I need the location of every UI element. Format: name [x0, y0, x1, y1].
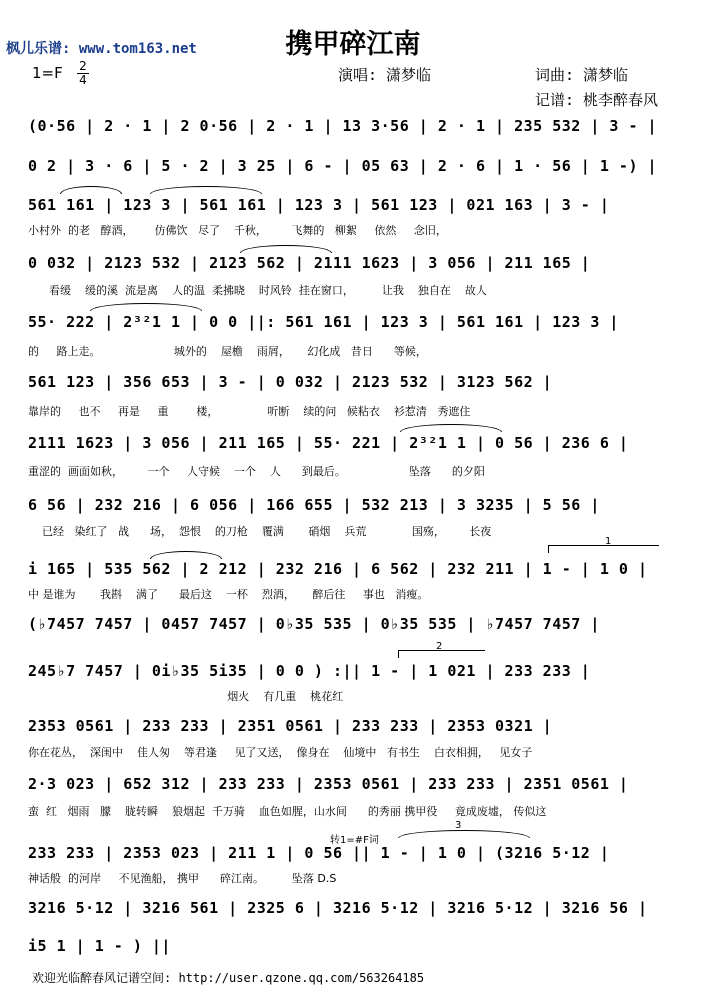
score-row-13-notes: 2·3 023 | 652 312 | 233 233 | 2353 0561 | 233 233 | 2351 0561 |: [28, 775, 629, 793]
score-row-16-notes: i5 1 | 1 - ) ||: [28, 937, 171, 955]
footer-link[interactable]: 欢迎光临醉春风记谱空间: http://user.qzone.qq.com/563264185: [32, 971, 425, 985]
page-title: 携甲碎江南: [285, 29, 421, 60]
score-row-3-lyrics: 小村外 的老 醇酒， 仿佛饮 尽了 千秋， 飞舞的 柳絮 依然 念旧，: [28, 224, 447, 237]
score-row-8-lyrics: 已经 染红了 战 场， 怨恨 的刀枪 覆满 硝烟 兵荒 国殇， 长夜: [28, 525, 492, 538]
slur: [150, 186, 262, 194]
score-row-11-lyrics: 烟火 有几重 桃花红: [28, 690, 344, 703]
score-row-4-notes: 0 032 | 2123 532 | 2123 562 | 2111 1623 | 3 056 | 211 165 |: [28, 254, 591, 272]
score-row-5-notes: 55· 222 | 2³²1 1 | 0 0 ||: 561 161 | 123 3 | 561 161 | 123 3 |: [28, 313, 619, 331]
volta-number-1: 1: [605, 536, 612, 547]
score-row-6-notes: 561 123 | 356 653 | 3 - | 0 032 | 2123 532 | 3123 562 |: [28, 373, 553, 391]
slur: [90, 303, 202, 311]
score-row-12-notes: 2353 0561 | 233 233 | 2351 0561 | 233 233 | 2353 0321 |: [28, 717, 553, 735]
score-row-6-lyrics: 靠岸的 也不 再是 重 楼， 听断 续的问 候粘衣 衫惹清 秀遮住: [28, 405, 471, 418]
score-row-8-notes: 6 56 | 232 216 | 6 056 | 166 655 | 532 213 | 3 3235 | 5 56 |: [28, 496, 600, 514]
score-row-4-lyrics: 看缓 缓的溪 流是离 人的温 柔拂晓 时风铃 挂在窗口， 让我 独自在 故人: [28, 284, 487, 297]
transcriber-credit: 记谱: 桃李醉春风: [535, 91, 659, 109]
singer-credit: 演唱: 潇梦临: [338, 66, 432, 84]
score-row-9-notes: i 165 | 535 562 | 2 212 | 232 216 | 6 562 | 232 211 | 1 - | 1 0 |: [28, 560, 648, 578]
score-row-9-lyrics: 中 是谁为 我斟 满了 最后这 一杯 烈酒， 醉后往 事也 消瘦。: [28, 588, 429, 601]
score-row-5-lyrics: 的 路上走。 城外的 屋檐 雨屑， 幻化成 昔日 等候，: [28, 345, 427, 358]
key-signature: 1=F: [32, 64, 63, 82]
score-row-1-notes: (0·56 | 2 · 1 | 2 0·56 | 2 · 1 | 13 3·56 | 2 · 1 | 235 532 | 3 - |: [28, 117, 658, 135]
time-signature-top: 2: [79, 59, 87, 73]
composer-credit: 词曲: 潇梦临: [535, 66, 629, 84]
score-row-2-notes: 0 2 | 3 · 6 | 5 · 2 | 3 25 | 6 - | 05 63 | 2 · 6 | 1 · 56 | 1 -) |: [28, 157, 658, 175]
score-row-13-lyrics: 蛮 红 烟雨 朦 胧转瞬 狼烟起 千万骑 血色如腥，山水间 的秀丽 携甲役 竟成废墟， 传似这: [28, 805, 547, 818]
slur: [60, 186, 122, 194]
time-signature-bottom: 4: [79, 73, 87, 87]
volta-bracket-1: [548, 545, 659, 553]
score-row-11-notes: 245♭7 7457 | 0i♭35 5i35 | 0 0 ) :|| 1 - | 1 021 | 233 233 |: [28, 662, 591, 680]
score-row-15-notes: 3216 5·12 | 3216 561 | 2325 6 | 3216 5·12 | 3216 5·12 | 3216 56 |: [28, 899, 648, 917]
slur: [150, 551, 222, 559]
time-signature: [76, 60, 90, 87]
score-row-14-notes: 233 233 | 2353 023 | 211 1 | 0 56 || 1 - | 1 0 | (3216 5·12 |: [28, 844, 610, 862]
score-row-3-notes: 561 161 | 123 3 | 561 161 | 123 3 | 561 123 | 021 163 | 3 - |: [28, 196, 610, 214]
slur: [400, 424, 502, 432]
slur: [240, 245, 332, 253]
score-row-14-lyrics: 神话般 的河岸 不见渔船， 携甲 碎江南。 坠落 D.S: [28, 872, 337, 885]
score-row-12-lyrics: 你在花丛， 深闺中 佳人匆 等君逢 见了又送， 像身在 仙境中 有书生 白衣相拥， 见女子: [28, 746, 533, 759]
triplet-bracket: [398, 830, 530, 838]
score-row-7-lyrics: 重涩的 画面如秋， 一个 人守候 一个 人 到最后。 坠落 的夕阳: [28, 465, 485, 478]
modulation-mark: 转1=#F词: [330, 835, 379, 846]
score-row-7-notes: 2111 1623 | 3 056 | 211 165 | 55· 221 | 2³²1 1 | 0 56 | 236 6 |: [28, 434, 629, 452]
site-watermark: 枫儿乐谱: www.tom163.net: [6, 41, 197, 57]
triplet-number: 3: [455, 820, 462, 831]
volta-number-2: 2: [436, 641, 443, 652]
score-row-10-notes: (♭7457 7457 | 0457 7457 | 0♭35 535 | 0♭35 535 | ♭7457 7457 |: [28, 615, 600, 633]
